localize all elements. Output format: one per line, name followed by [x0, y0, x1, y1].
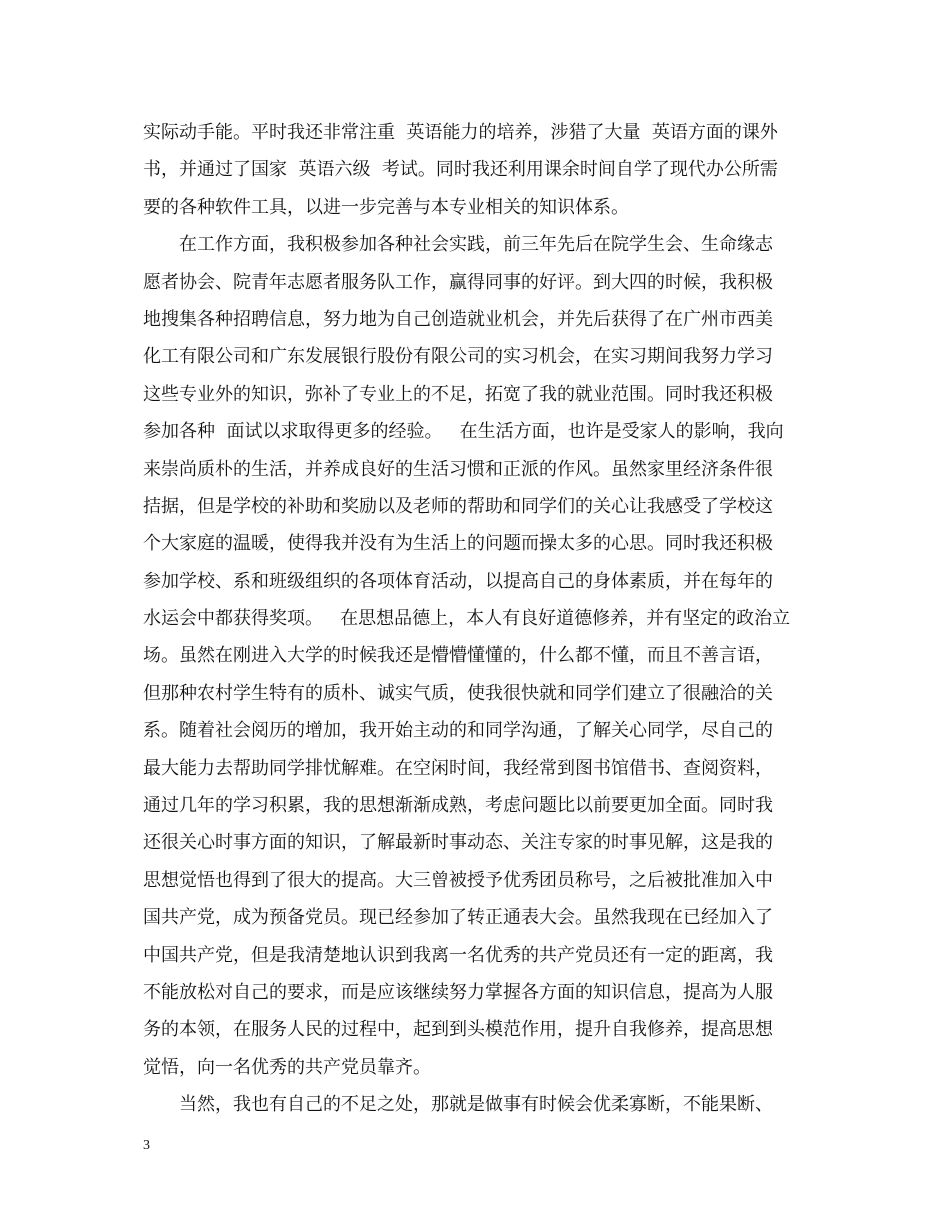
page-number: 3 — [143, 1138, 150, 1153]
text-line: 参加各种 面试以求取得更多的经验。 在生活方面，也许是受家人的影响，我向 — [143, 421, 784, 443]
text-line: 场。虽然在刚进入大学的时候我还是懵懵懂懂的，什么都不懂，而且不善言语， — [143, 645, 773, 667]
text-line: 来崇尚质朴的生活，并养成良好的生活习惯和正派的作风。虽然家里经济条件很 — [143, 458, 773, 480]
text-line: 系。随着社会阅历的增加，我开始主动的和同学沟通，了解关心同学，尽自己的 — [143, 720, 773, 742]
text-line: 化工有限公司和广东发展银行股份有限公司的实习机会，在实习期间我努力学习 — [143, 346, 773, 368]
text-line: 愿者协会、院青年志愿者服务队工作，赢得同事的好评。到大四的时候，我积极 — [143, 271, 773, 293]
text-line: 拮据，但是学校的补助和奖励以及老师的帮助和同学们的关心让我感受了学校这 — [143, 495, 773, 517]
text-line: 书，并通过了国家 英语六级 考试。同时我还利用课余时间自学了现代办公所需 — [143, 159, 778, 181]
text-line: 在工作方面，我积极参加各种社会实践，前三年先后在院学生会、生命缘志 — [179, 234, 773, 256]
text-line: 中国共产党，但是我清楚地认识到我离一名优秀的共产党员还有一定的距离，我 — [143, 944, 773, 966]
text-line: 要的各种软件工具，以进一步完善与本专业相关的知识体系。 — [143, 196, 629, 218]
text-line: 个大家庭的温暖，使得我并没有为生活上的问题而操太多的心思。同时我还积极 — [143, 533, 773, 555]
text-line: 水运会中都获得奖项。 在思想品德上，本人有良好道德修养，并有坚定的政治立 — [143, 608, 791, 630]
text-line: 觉悟，向一名优秀的共产党员靠齐。 — [143, 1056, 431, 1078]
text-line: 但那种农村学生特有的质朴、诚实气质，使我很快就和同学们建立了很融洽的关 — [143, 682, 773, 704]
body-text — [143, 114, 813, 1124]
text-line: 最大能力去帮助同学排忧解难。在空闲时间，我经常到图书馆借书、查阅资料， — [143, 757, 773, 779]
text-line: 还很关心时事方面的知识，了解最新时事动态、关注专家的时事见解，这是我的 — [143, 832, 773, 854]
text-line: 地搜集各种招聘信息，努力地为自己创造就业机会，并先后获得了在广州市西美 — [143, 308, 773, 330]
text-line: 当然，我也有自己的不足之处，那就是做事有时候会优柔寡断，不能果断、 — [179, 1094, 773, 1116]
text-line: 实际动手能。平时我还非常注重 英语能力的培养，涉猎了大量 英语方面的课外 — [143, 122, 778, 143]
text-line: 不能放松对自己的要求，而是应该继续努力掌握各方面的知识信息，提高为人服 — [143, 981, 773, 1003]
text-line: 这些专业外的知识，弥补了专业上的不足，拓宽了我的就业范围。同时我还积极 — [143, 383, 773, 405]
text-line: 参加学校、系和班级组织的各项体育活动，以提高自己的身体素质，并在每年的 — [143, 570, 773, 592]
text-line: 通过几年的学习积累，我的思想渐渐成熟，考虑问题比以前要更加全面。同时我 — [143, 795, 773, 817]
text-line: 思想觉悟也得到了很大的提高。大三曾被授予优秀团员称号，之后被批准加入中 — [143, 869, 773, 891]
text-line: 务的本领，在服务人民的过程中，起到到头模范作用，提升自我修养，提高思想 — [143, 1019, 773, 1041]
text-line: 国共产党，成为预备党员。现已经参加了转正通表大会。虽然我现在已经加入了 — [143, 907, 773, 929]
